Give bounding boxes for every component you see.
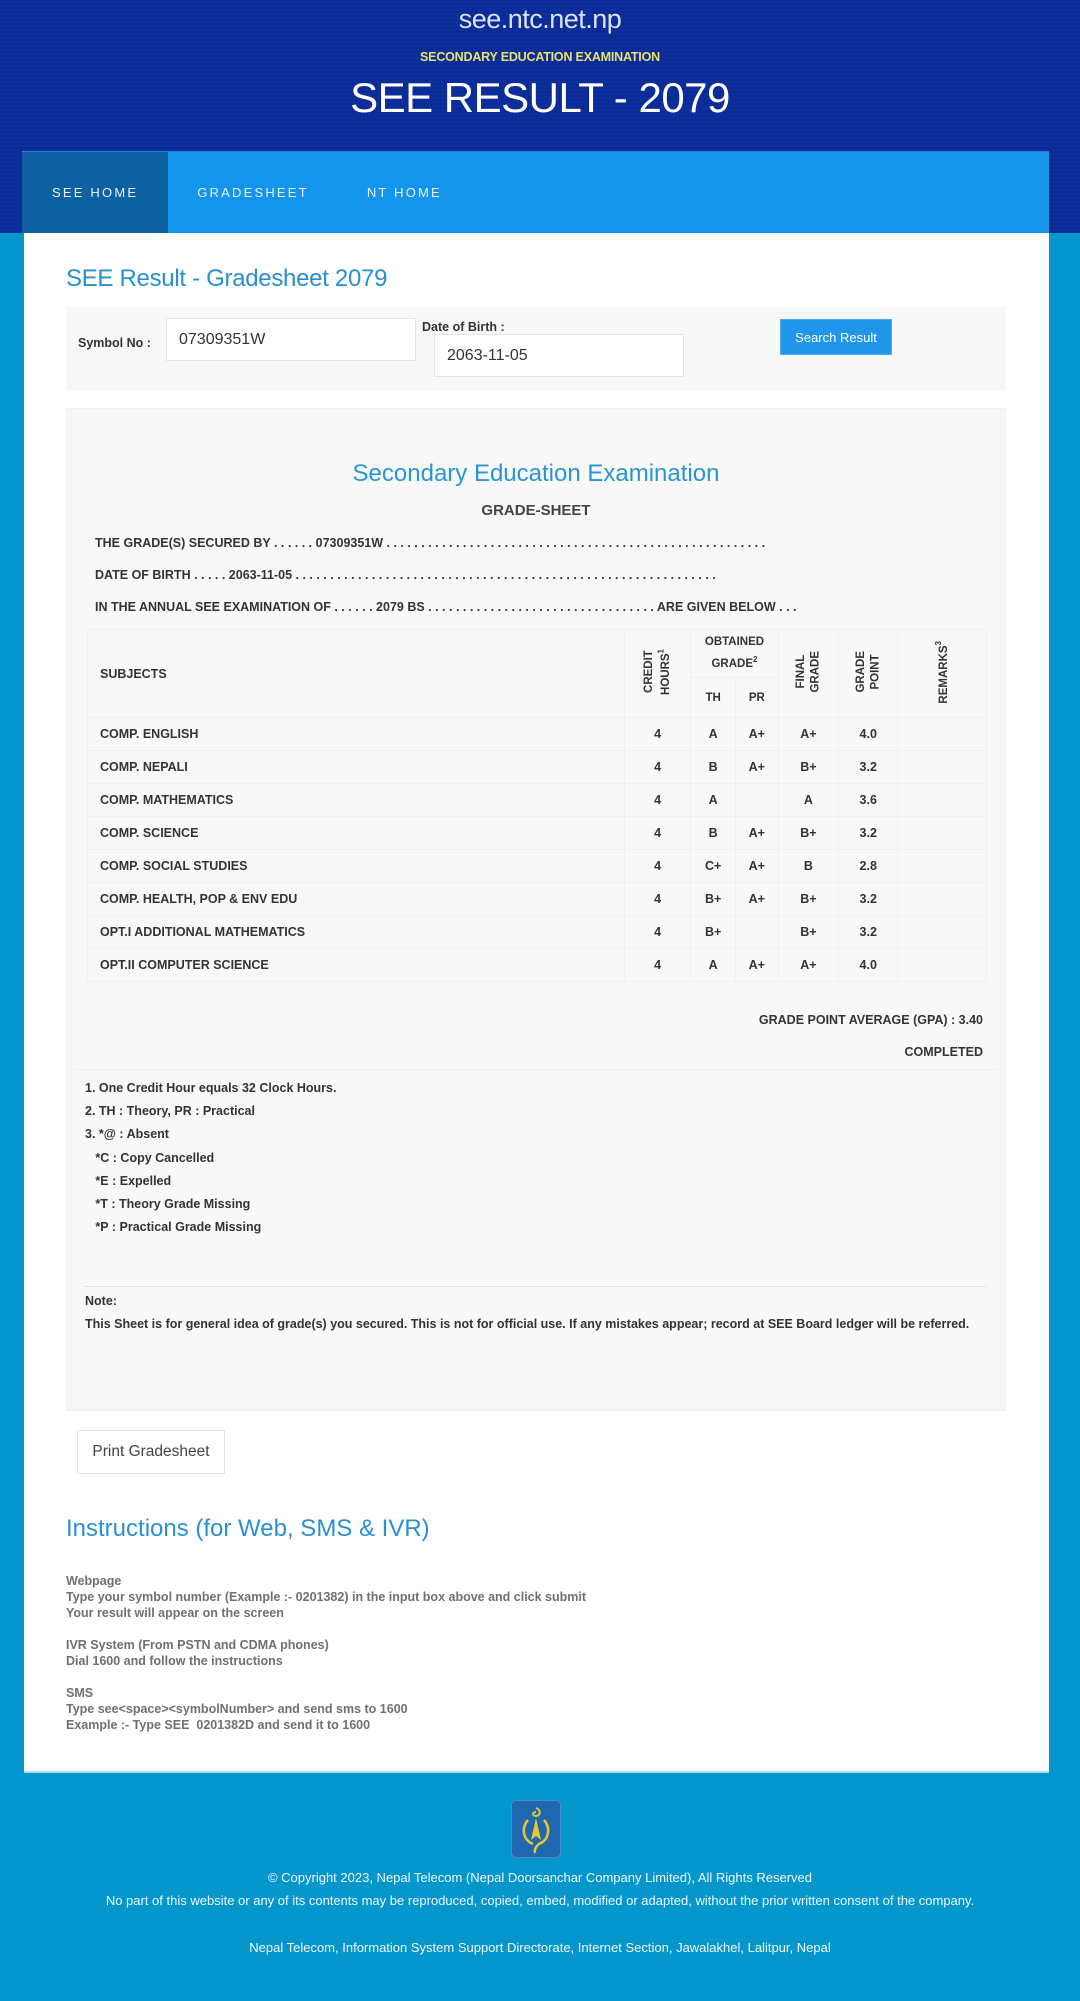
subject-cell: COMP. MATHEMATICS [88,784,625,817]
pr-grade-cell [735,784,778,817]
instruction-line: Type see<space><symbolNumber> and send sms to 1600 [66,1702,408,1716]
pr-grade-cell: A+ [735,850,778,883]
subject-cell: OPT.II COMPUTER SCIENCE [88,949,625,982]
symbol-no-input[interactable] [166,318,416,361]
table-row [88,718,987,751]
grade-point-cell: 3.2 [839,916,898,949]
th-grade-cell: C+ [691,850,736,883]
grade-point-cell: 4.0 [839,949,898,982]
main-content [24,233,1049,1773]
final-grade-cell: A+ [778,718,838,751]
th-grade-cell: B+ [691,916,736,949]
th-grade-cell: A [691,949,736,982]
instruction-heading: Webpage [66,1574,122,1588]
instructions-ivr [66,1637,329,1669]
grade-point-cell: 3.2 [839,751,898,784]
final-grade-cell: B [778,850,838,883]
dob-input[interactable] [434,334,684,377]
grade-point-cell: 3.2 [839,883,898,916]
table-row [88,817,987,850]
table-row [88,751,987,784]
credit-cell: 4 [624,949,690,982]
remarks-cell [898,751,987,784]
final-grade-cell: B+ [778,883,838,916]
credit-cell: 4 [624,883,690,916]
pr-grade-cell: A+ [735,817,778,850]
subject-cell: COMP. NEPALI [88,751,625,784]
remarks-cell [898,718,987,751]
table-row [88,916,987,949]
instruction-heading: IVR System (From PSTN and CDMA phones) [66,1638,329,1652]
col-obtained-grade: OBTAINED GRADE$^2$ [691,630,778,678]
final-grade-cell: A+ [778,949,838,982]
search-form [66,307,1006,390]
final-grade-cell: B+ [778,817,838,850]
table-row [88,784,987,817]
th-grade-cell: B+ [691,883,736,916]
instructions-title: Instructions (for Web, SMS & IVR) [66,1515,430,1542]
result-title: SEE RESULT - 2079 [350,74,730,121]
search-result-button[interactable]: Search Result [780,319,892,355]
gradesheet-title: Secondary Education Examination [352,460,720,487]
th-grade-cell: B [691,751,736,784]
th-grade-cell: B [691,817,736,850]
credit-cell: 4 [624,850,690,883]
footer-copyright: © Copyright 2023, Nepal Telecom (Nepal Doorsanchar Company Limited), All Rights Reserved [267,1870,813,1885]
legend-item: *T : Theory Grade Missing [85,1197,251,1211]
gradesheet-subtitle: GRADE-SHEET [481,502,591,519]
instruction-line: Dial 1600 and follow the instructions [66,1654,283,1668]
legend-item: *P : Practical Grade Missing [85,1220,262,1234]
instructions-webpage [66,1573,586,1621]
date-of-birth-line: DATE OF BIRTH . . . . . 2063-11-05 . . . . . . . . . . . . . . . . . . . . . . . . . . . . . . . . . . . . . . . . . . . . . . . . . . . . . . . . . . . . . [95,568,716,582]
grades-secured-by-line: THE GRADE(S) SECURED BY . . . . . . 07309351W . . . . . . . . . . . . . . . . . . . . . . . . . . . . . . . . . . . . . . . . . . . . . . . . . . . . . . . [95,536,766,550]
subject-cell: COMP. SCIENCE [88,817,625,850]
remarks-cell [898,883,987,916]
col-pr: PR [735,678,778,718]
remarks-cell [898,850,987,883]
legend-item: *C : Copy Cancelled [85,1151,215,1165]
instruction-line: Type your symbol number (Example :- 0201382) in the input box above and click submit [66,1590,587,1604]
table-row [88,850,987,883]
symbol-no-label: Symbol No : [78,336,151,350]
gpa-value: GRADE POINT AVERAGE (GPA) : 3.40 [758,1013,983,1027]
pr-grade-cell: A+ [735,949,778,982]
instruction-line: Your result will appear on the screen [66,1606,284,1620]
legend-item: 2. TH : Theory, PR : Practical [85,1104,255,1118]
divider [75,1069,997,1070]
legend-item: 1. One Credit Hour equals 32 Clock Hours. [85,1081,337,1095]
credit-cell: 4 [624,916,690,949]
print-gradesheet-button[interactable]: Print Gradesheet [77,1430,225,1474]
remarks-cell [898,817,987,850]
grade-point-cell: 4.0 [839,718,898,751]
subject-cell: COMP. ENGLISH [88,718,625,751]
grade-point-cell: 3.2 [839,817,898,850]
grades-table [87,629,987,982]
grade-point-cell: 3.6 [839,784,898,817]
final-grade-cell: B+ [778,916,838,949]
site-name: see.ntc.net.np [458,4,622,34]
footer-disclaimer: No part of this website or any of its contents may be reproduced, copied, embed, modified or adapted, without the prior written consent of the company. [105,1893,975,1908]
col-final-grade: FINAL GRADE [778,630,838,718]
grade-point-cell: 2.8 [839,850,898,883]
footer-address: Nepal Telecom, Information System Support Directorate, Internet Section, Jawalakhel, Lalitpur, Nepal [249,1940,831,1955]
nepal-telecom-logo-icon [511,1800,561,1858]
exam-year-line: IN THE ANNUAL SEE EXAMINATION OF . . . . . . 2079 BS . . . . . . . . . . . . . . . . . . . . . . . . . . . . . . . . . ARE GIVEN BELOW . . . [95,600,797,614]
exam-label: SECONDARY EDUCATION EXAMINATION [420,50,660,64]
note-text: This Sheet is for general idea of grade(s) you secured. This is not for official use. If any mistakes appear; record at SEE Board ledger will be referred. [85,1317,970,1331]
main-nav [22,151,1049,233]
col-subjects: SUBJECTS [88,630,625,718]
instruction-line: Example :- Type SEE 0201382D and send it to 1600 [66,1718,371,1732]
th-grade-cell: A [691,718,736,751]
col-th: TH [691,678,736,718]
final-grade-cell: A [778,784,838,817]
subject-cell: OPT.I ADDITIONAL MATHEMATICS [88,916,625,949]
credit-cell: 4 [624,817,690,850]
nav-item-nt-home[interactable]: NT HOME [366,185,442,200]
credit-cell: 4 [624,718,690,751]
pr-grade-cell: A+ [735,718,778,751]
col-grade-point: GRADE POINT [839,630,898,718]
legend-item: 3. *@ : Absent [85,1127,169,1141]
pr-grade-cell: A+ [735,751,778,784]
gradesheet-inner [75,417,997,1402]
remarks-cell [898,784,987,817]
subject-cell: COMP. HEALTH, POP & ENV EDU [88,883,625,916]
dob-label: Date of Birth : [422,320,505,334]
instructions-sms [66,1685,408,1733]
final-grade-cell: B+ [778,751,838,784]
table-row [88,949,987,982]
th-grade-cell: A [691,784,736,817]
gradesheet-panel [66,408,1006,1411]
credit-cell: 4 [624,751,690,784]
nav-item-see-home[interactable]: SEE HOME [22,152,168,233]
col-remarks: REMARKS$^3$ [898,630,987,718]
table-row [88,883,987,916]
subject-cell: COMP. SOCIAL STUDIES [88,850,625,883]
legend-item: *E : Expelled [85,1174,172,1188]
page-title: SEE Result - Gradesheet 2079 [66,265,388,292]
table-header-row [88,630,987,678]
note-separator [85,1286,986,1287]
nav-item-gradesheet[interactable]: GRADESHEET [197,185,309,200]
note-label: Note: [85,1294,117,1308]
remarks-cell [898,949,987,982]
instruction-heading: SMS [66,1686,94,1700]
pr-grade-cell [735,916,778,949]
col-credit-hours: CREDIT HOURS$^1$ [624,630,690,718]
result-status: COMPLETED [904,1045,983,1059]
credit-cell: 4 [624,784,690,817]
pr-grade-cell: A+ [735,883,778,916]
remarks-cell [898,916,987,949]
